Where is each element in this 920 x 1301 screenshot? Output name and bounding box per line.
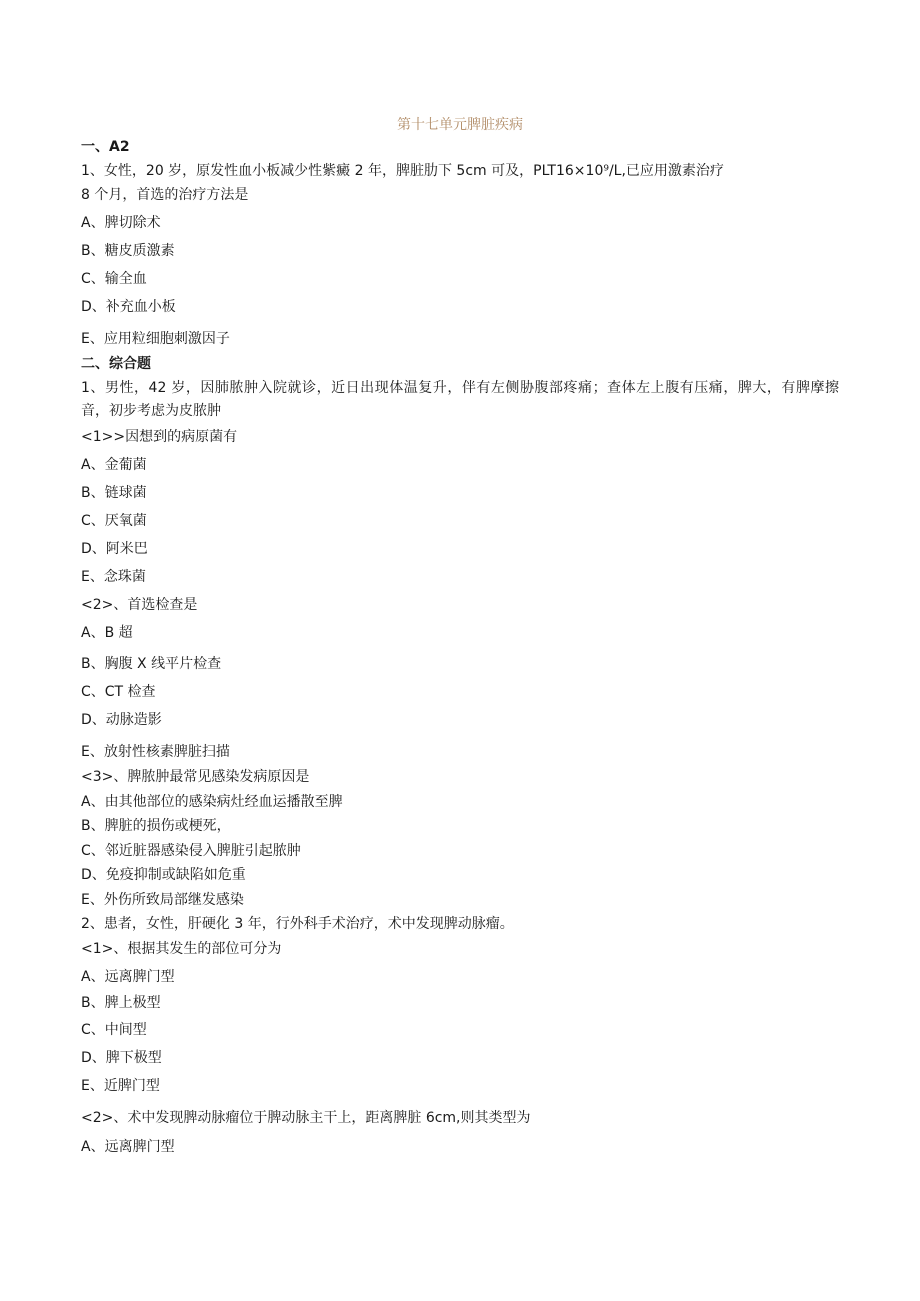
question-1-stem-line2: 8 个月，首选的治疗方法是 <box>81 187 249 203</box>
case-1-sub-3-option-e: E、外伤所致局部继发感染 <box>81 892 244 908</box>
case-2-stem: 2、患者，女性，肝硬化 3 年，行外科手术治疗，术中发现脾动脉瘤。 <box>81 916 514 932</box>
case-2-sub-1-option-a: A、远离脾门型 <box>81 969 175 985</box>
case-1-stem: 1、男性，42 岁，因肺脓肿入院就诊，近日出现体温复升，伴有左侧胁腹部疼痛；查体左上腹有压痛，脾大，有脾摩擦音，初步考虑为皮脓肿 <box>81 380 839 419</box>
option-1b: B、糖皮质激素 <box>81 243 175 259</box>
case-1-sub-2-question: <2>、首选检查是 <box>81 597 198 613</box>
case-1-sub-1-option-d: D、阿米巴 <box>81 541 148 557</box>
option-1c: C、输全血 <box>81 271 147 287</box>
case-2-sub-1-option-b: B、脾上极型 <box>81 995 161 1011</box>
case-2-sub-1-option-e: E、近脾门型 <box>81 1078 160 1094</box>
case-2-sub-2-question: <2>、术中发现脾动脉瘤位于脾动脉主干上，距离脾脏 6cm,则其类型为 <box>81 1110 531 1126</box>
case-1-sub-1-option-c: C、厌氧菌 <box>81 513 147 529</box>
case-2-sub-1-option-c: C、中间型 <box>81 1022 147 1038</box>
case-1-sub-1-option-b: B、链球菌 <box>81 485 147 501</box>
case-1-sub-2-option-c: C、CT 检查 <box>81 684 156 700</box>
case-2-sub-1-question: <1>、根据其发生的部位可分为 <box>81 941 282 957</box>
case-1-sub-3-option-a: A、由其他部位的感染病灶经血运播散至脾 <box>81 794 343 810</box>
question-1-stem-line1: 1、女性，20 岁，原发性血小板减少性紫癜 2 年，脾脏肋下 5cm 可及，PLT16×10⁹/L,已应用激素治疗 <box>81 163 724 179</box>
section-heading-comprehensive: 二、综合题 <box>81 356 151 372</box>
option-1d: D、补充血小板 <box>81 299 176 315</box>
case-1-sub-3-question: <3>、脾脓肿最常见感染发病原因是 <box>81 769 310 785</box>
case-1-sub-3-option-d: D、免疫抑制或缺陷如危重 <box>81 867 246 883</box>
case-2-sub-1-option-d: D、脾下极型 <box>81 1050 162 1066</box>
case-2-sub-2-option-a: A、远离脾门型 <box>81 1139 175 1155</box>
case-1-sub-3-option-b: B、脾脏的损伤或梗死， <box>81 818 231 834</box>
case-1-sub-1-option-e: E、念珠菌 <box>81 569 146 585</box>
case-1-sub-2-option-e: E、放射性核素脾脏扫描 <box>81 744 230 760</box>
case-1-sub-3-option-c: C、邻近脏器感染侵入脾脏引起脓肿 <box>81 843 301 859</box>
case-1-sub-1-question: <1>>因想到的病原菌有 <box>81 429 238 445</box>
option-1e: E、应用粒细胞刺激因子 <box>81 331 230 347</box>
case-1-sub-2-option-d: D、动脉造影 <box>81 712 162 728</box>
option-1a: A、脾切除术 <box>81 215 161 231</box>
case-1-sub-1-option-a: A、金葡菌 <box>81 457 147 473</box>
case-1-sub-2-option-b: B、胸腹 X 线平片检查 <box>81 656 222 672</box>
section-heading-a2: 一、A2 <box>81 139 130 155</box>
document-title: 第十七单元脾脏疾病 <box>397 117 523 133</box>
case-1-sub-2-option-a: A、B 超 <box>81 625 133 641</box>
